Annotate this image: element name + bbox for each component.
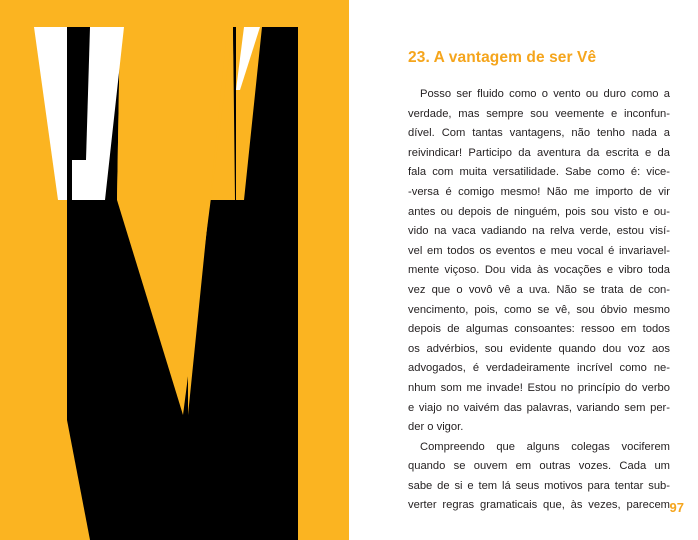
text-line: depois de algumas consoantes: ressoo em todos bbox=[408, 323, 670, 336]
right-page bbox=[349, 0, 698, 540]
black-left-arm bbox=[67, 27, 90, 160]
text-line: advogados, é verdadeiramente incrível como ne- bbox=[408, 362, 670, 375]
text-line: quando se ouvem em outras vozes. Cada um bbox=[408, 460, 670, 473]
page-number: 97 bbox=[669, 500, 684, 515]
text-line: e viajo no vaivém das palavras, variando sem per- bbox=[408, 401, 670, 414]
text-line: mente viçoso. Dou vida às vocações e vibro toda bbox=[408, 264, 670, 277]
text-line: vez que o vovô vê a uva. Não se trata de con- bbox=[408, 283, 670, 296]
white-left-stroke bbox=[34, 27, 67, 200]
body-text bbox=[408, 85, 670, 516]
text-line: os advérbios, sou evidente quando dou voz aos bbox=[408, 342, 670, 355]
text-line: fala com muita versatilidade. Sabe como é: vice- bbox=[408, 166, 670, 179]
text-line: vel em todos os eventos e meu vocal é invariavel- bbox=[408, 244, 670, 257]
text-line: der o vigor. bbox=[408, 421, 464, 434]
text-line: antes ou depois de ninguém, pois sou visto e ou- bbox=[408, 205, 670, 218]
text-line: Compreendo que alguns colegas vociferem bbox=[420, 440, 670, 453]
text-line: Posso ser fluido como o vento ou duro como a bbox=[420, 88, 670, 100]
text-line: reivindicar! Participo da aventura da escrita e da bbox=[408, 146, 670, 159]
text-line: dível. Com tantas vantagens, não tenho nada a bbox=[408, 127, 670, 140]
text-line: -versa é comigo mesmo! Não me importo de vir bbox=[408, 185, 670, 198]
text-line: verter regras gramaticais que, às vezes, parecem bbox=[408, 499, 670, 512]
text-line: nhum som me invade! Estou no princípio do verbo bbox=[408, 381, 670, 394]
text-line: vencimento, pois, como se vê, sou óbvio mesmo bbox=[408, 303, 670, 316]
text-line: verdade, mas sempre sou veemente e inconfun- bbox=[408, 107, 670, 120]
text-line: sabe de si e tem lá seus motivos para tentar sub- bbox=[408, 479, 670, 492]
chapter-title: 23. A vantagem de ser Vê bbox=[408, 49, 597, 66]
text-line: vido na vaca vadiando na relva verde, estou visí- bbox=[408, 225, 670, 238]
